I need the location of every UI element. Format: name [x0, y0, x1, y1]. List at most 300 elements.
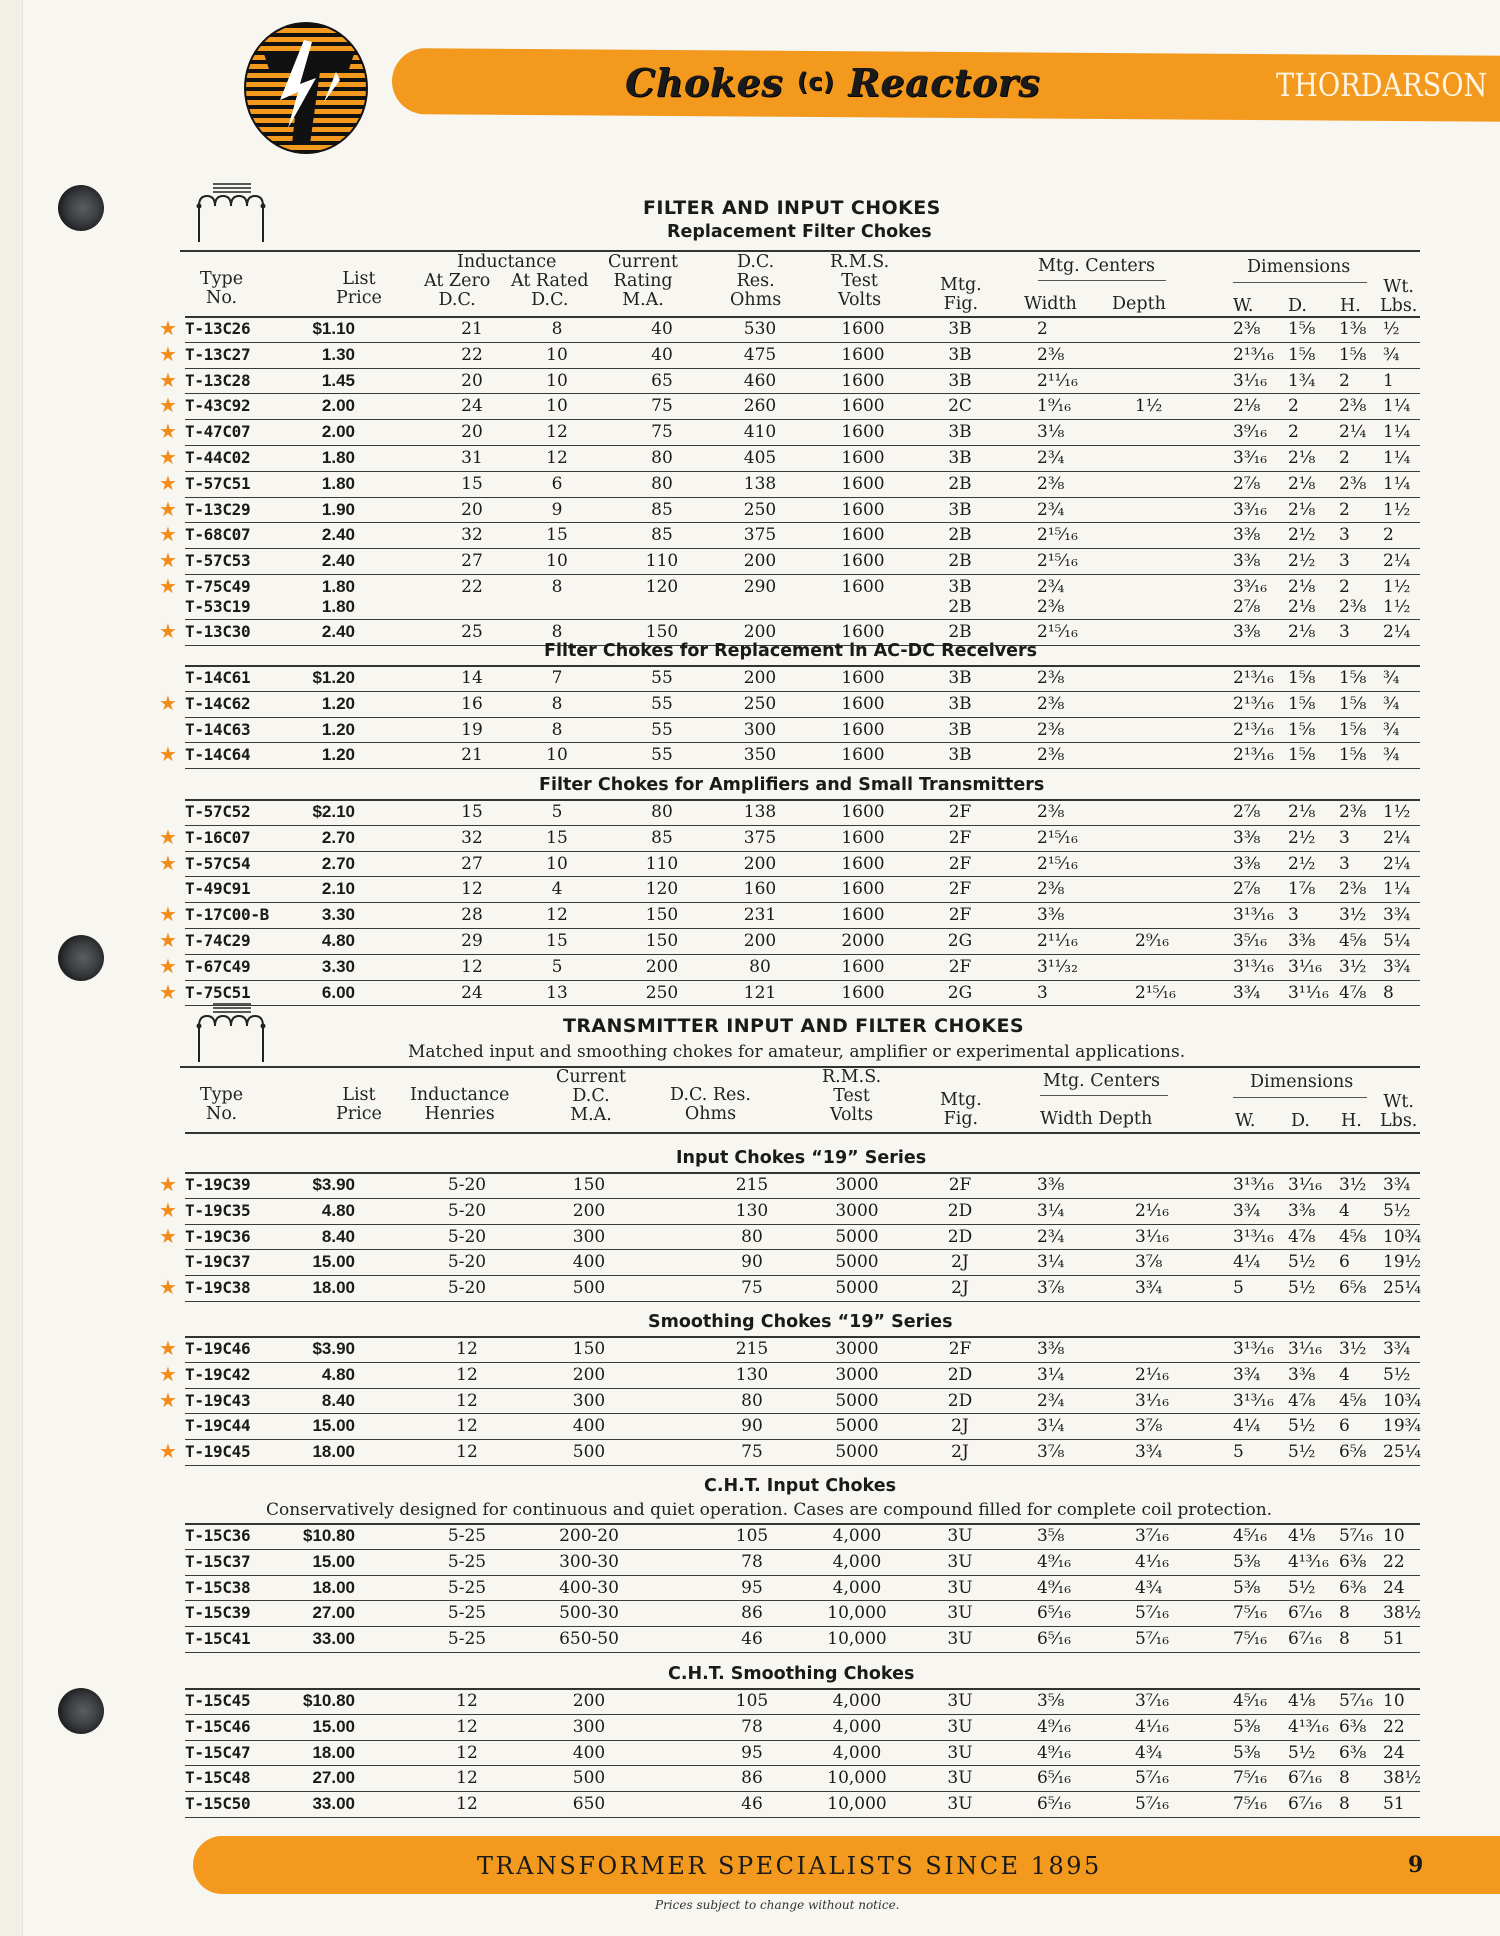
dc-res: 95	[741, 1577, 763, 1598]
dim-w-cell	[1233, 1391, 1274, 1411]
type-no: T-43C92	[185, 396, 251, 416]
mtg-fig-cell	[940, 828, 980, 848]
test-volts: 1600	[841, 982, 885, 1003]
weight: 38½	[1383, 1603, 1422, 1624]
list-price: 15.00	[312, 1716, 355, 1736]
mtg-width-cell	[1037, 828, 1078, 848]
star-icon: ★	[159, 927, 177, 952]
inductance-cell	[437, 1743, 497, 1763]
mtg-fig: 2B	[948, 596, 972, 617]
dim-w: 2¹³⁄₁₆	[1233, 344, 1274, 365]
type-no-cell	[185, 525, 250, 545]
inductance-zero: 28	[461, 905, 483, 926]
test-volts-cell	[822, 1416, 892, 1436]
mtg-width-cell	[1037, 1629, 1071, 1649]
inductance-rated: 10	[546, 344, 568, 365]
weight: 25¼	[1383, 1442, 1422, 1463]
table-row	[159, 470, 1420, 498]
list-price-cell	[275, 854, 355, 874]
weight-cell	[1383, 1768, 1421, 1788]
dim-w: 3³⁄₁₆	[1233, 447, 1268, 468]
inductance: 12	[456, 1339, 478, 1359]
dim-h: 1⅝	[1339, 719, 1367, 740]
weight: ¾	[1383, 693, 1400, 714]
dc-res: 75	[741, 1278, 763, 1299]
mtg-fig: 2F	[948, 879, 972, 900]
test-volts: 1600	[841, 802, 885, 822]
current-cell	[549, 1578, 629, 1598]
dim-d: 4⅛	[1288, 1526, 1316, 1546]
dc-res: 410	[743, 422, 777, 443]
mtg-depth-cell	[1135, 1201, 1169, 1221]
type-no-cell	[185, 1603, 250, 1623]
dim-h: 4⅞	[1339, 982, 1367, 1003]
weight-cell	[1383, 371, 1394, 391]
current: 40	[651, 344, 673, 365]
table-row	[159, 496, 1420, 524]
list-price-cell	[275, 1691, 355, 1711]
test-volts-cell	[822, 1691, 892, 1711]
list-price-cell	[275, 905, 355, 925]
test-volts: 4,000	[832, 1716, 882, 1737]
list-price-cell	[275, 1717, 355, 1737]
current-cell	[549, 1442, 629, 1462]
table-cht-input-chokes	[185, 1524, 1420, 1653]
col-wt: Wt. Lbs.	[1380, 1092, 1418, 1131]
inductance-zero-cell	[452, 720, 492, 740]
current-cell	[637, 525, 687, 545]
inductance: 12	[456, 1442, 478, 1463]
inductance-cell	[437, 1603, 497, 1623]
test-volts-cell	[822, 1252, 892, 1272]
col-mtg-centers: Mtg. Centers	[1038, 256, 1156, 276]
inductance-rated: 8	[551, 621, 563, 642]
table-row	[159, 1223, 1422, 1251]
dc-res-cell	[735, 957, 785, 977]
dc-res-cell	[722, 1629, 782, 1649]
page-title	[625, 60, 1040, 105]
type-no: T-15C36	[185, 1526, 251, 1545]
inductance-rated: 5	[551, 802, 563, 822]
inductance-zero-cell	[452, 668, 492, 688]
dim-d-cell	[1288, 1691, 1315, 1711]
inductance-rated-cell	[537, 345, 577, 365]
dim-w: 3⅜	[1233, 621, 1261, 642]
current-cell	[549, 1743, 629, 1763]
inductance-zero: 16	[461, 693, 483, 714]
dim-d: 2⅛	[1288, 473, 1316, 494]
weight-cell	[1383, 1278, 1421, 1298]
dim-d: 4⅞	[1288, 1390, 1316, 1411]
page-number: 9	[1408, 1852, 1424, 1878]
mtg-fig-cell	[940, 577, 980, 617]
dim-d: 4⅛	[1288, 1691, 1316, 1711]
inductance-zero: 27	[461, 551, 483, 572]
dim-d: 3¹⁄₁₆	[1288, 1339, 1323, 1359]
mtg-width-cell	[1037, 1717, 1071, 1737]
current-cell	[637, 577, 687, 597]
dim-h: 6⅝	[1339, 1442, 1367, 1463]
type-no-cell	[185, 1552, 250, 1572]
weight-cell	[1383, 1416, 1421, 1436]
dim-h: 2⅜	[1339, 879, 1367, 900]
mtg-depth-cell	[1135, 1768, 1169, 1788]
list-price: 1.80	[321, 473, 355, 493]
test-volts: 1600	[841, 879, 885, 900]
dim-d: 3¹⁄₁₆	[1288, 956, 1323, 977]
test-volts-cell	[833, 525, 893, 545]
current-cell	[637, 345, 687, 365]
test-volts: 10,000	[827, 1794, 887, 1815]
dc-res: 300	[743, 719, 777, 740]
mtg-width: 2¹¹⁄₁₆	[1037, 930, 1078, 951]
test-volts: 5000	[835, 1226, 879, 1247]
inductance-rated: 4	[551, 879, 563, 900]
table-row	[159, 444, 1420, 472]
dc-res-cell	[735, 694, 785, 714]
inductance-rated-cell	[537, 745, 577, 765]
list-price-cell	[275, 396, 355, 416]
dim-h: 2⅜	[1339, 802, 1367, 822]
dim-w-cell	[1233, 1743, 1260, 1763]
dim-w: 3⁹⁄₁₆	[1233, 422, 1268, 443]
list-price: 1.20	[321, 719, 355, 739]
weight-cell	[1383, 1603, 1421, 1623]
mtg-width: 3⅝	[1037, 1691, 1065, 1711]
dim-w: 2¹³⁄₁₆	[1233, 668, 1274, 688]
dim-d: 2½	[1288, 827, 1316, 848]
mtg-fig: 2F	[948, 802, 972, 822]
dim-h: 3	[1339, 551, 1350, 572]
mtg-depth: 5⁷⁄₁₆	[1135, 1768, 1170, 1789]
list-price-cell	[275, 931, 355, 951]
current: 500	[572, 1278, 606, 1299]
table-row	[159, 341, 1420, 369]
inductance-rated: 8	[551, 319, 563, 339]
list-price-cell	[275, 1526, 355, 1546]
test-volts: 1600	[841, 693, 885, 714]
dim-w-cell	[1233, 668, 1274, 688]
dim-d: 4⅞	[1288, 1226, 1316, 1247]
dc-res: 95	[741, 1742, 763, 1763]
type-no-cell	[185, 1578, 250, 1598]
mtg-width: 2⅜	[1037, 745, 1065, 766]
dim-w-cell	[1233, 1365, 1260, 1385]
mtg-depth-cell	[1135, 1578, 1162, 1598]
test-volts-cell	[833, 720, 893, 740]
mtg-width: 2¾	[1037, 1390, 1065, 1411]
dc-res-cell	[722, 1578, 782, 1598]
current-cell	[637, 802, 687, 822]
mtg-fig: 3B	[948, 370, 972, 391]
type-no: T-19C35	[185, 1200, 251, 1220]
mtg-width: 3⅝	[1037, 1526, 1065, 1546]
dc-res: 105	[735, 1526, 769, 1546]
table-row	[185, 1550, 1420, 1576]
dim-h: 1⅝	[1339, 745, 1367, 766]
inductance-zero: 12	[461, 956, 483, 977]
dc-res: 375	[743, 525, 777, 546]
dim-d-cell	[1288, 1201, 1315, 1221]
dim-w: 5⅜	[1233, 1716, 1261, 1737]
type-no: T-47C07	[185, 422, 251, 442]
current: 500	[572, 1442, 606, 1463]
weight-cell	[1383, 668, 1399, 688]
mtg-depth: 2⁹⁄₁₆	[1135, 930, 1170, 951]
mtg-width: 3⅞	[1037, 1278, 1065, 1299]
table-row	[159, 850, 1420, 878]
dim-w: 3¹³⁄₁₆	[1233, 1390, 1274, 1411]
current: 400	[572, 1742, 606, 1763]
type-no-cell	[185, 1252, 250, 1272]
inductance-cell	[437, 1691, 497, 1711]
type-no: T-14C64	[185, 745, 251, 765]
mtg-depth-cell	[1135, 1391, 1169, 1411]
inductance: 5-20	[447, 1226, 487, 1247]
inductance-cell	[437, 1442, 497, 1462]
weight-cell	[1383, 345, 1399, 365]
weight-cell	[1383, 1252, 1421, 1272]
dim-d: 5½	[1288, 1442, 1316, 1463]
table-row	[159, 927, 1420, 955]
test-volts-cell	[833, 500, 893, 520]
dim-w: 7⁵⁄₁₆	[1233, 1768, 1268, 1789]
mtg-width: 3⅜	[1037, 1339, 1065, 1359]
star-icon: ★	[159, 1197, 177, 1222]
weight-cell	[1383, 422, 1410, 442]
list-price: 15.00	[312, 1551, 355, 1571]
dim-d: 3⅜	[1288, 1200, 1316, 1221]
weight: 1½	[1383, 576, 1411, 597]
mtg-fig: 3B	[948, 344, 972, 365]
mtg-fig-cell	[940, 720, 980, 740]
dim-h-cell	[1339, 1603, 1350, 1623]
dim-w-cell	[1233, 1526, 1267, 1546]
title-reactors: Reactors	[848, 60, 1041, 105]
dc-res: 86	[741, 1603, 763, 1624]
punch-hole	[58, 935, 104, 981]
table-cht-smoothing-chokes	[185, 1689, 1420, 1818]
list-price: 1.80	[321, 576, 355, 596]
type-no-cell	[185, 551, 250, 571]
inductance-rated-cell	[537, 448, 577, 468]
dim-d-cell	[1288, 1578, 1315, 1598]
dim-d: 6⁷⁄₁₆	[1288, 1768, 1323, 1789]
inductance-zero: 15	[461, 802, 483, 822]
inductance-zero-cell	[452, 905, 492, 925]
mtg-fig-cell	[940, 622, 980, 642]
dim-d: 2	[1288, 422, 1299, 443]
mtg-width-cell	[1037, 622, 1078, 642]
weight-cell	[1383, 931, 1410, 951]
mtg-width: 2	[1037, 319, 1048, 339]
dim-h: 3	[1339, 827, 1350, 848]
dc-res: 105	[735, 1691, 769, 1711]
col-type: Type No.	[200, 269, 244, 308]
mtg-width-cell	[1037, 1578, 1071, 1598]
mtg-depth-cell	[1135, 1629, 1169, 1649]
weight: 22	[1383, 1551, 1405, 1572]
col-d: D.	[1288, 296, 1307, 316]
current: 250	[645, 982, 679, 1003]
divider	[185, 1132, 1420, 1134]
weight-cell	[1383, 500, 1410, 520]
dim-h-cell	[1339, 1743, 1366, 1763]
inductance-zero: 22	[461, 576, 483, 597]
list-price-cell	[275, 668, 355, 688]
table-row	[185, 1627, 1420, 1653]
dim-d-cell	[1288, 694, 1315, 714]
dc-res: 350	[743, 745, 777, 766]
inductance-zero: 25	[461, 621, 483, 642]
inductance-rated: 15	[546, 827, 568, 848]
list-price-cell	[275, 551, 355, 571]
dc-res-cell	[722, 1768, 782, 1788]
inductance-zero-cell	[452, 319, 492, 339]
inductance-cell	[437, 1717, 497, 1737]
dim-h: 8	[1339, 1603, 1350, 1624]
mtg-width-cell	[1037, 745, 1064, 765]
dim-h-cell	[1339, 957, 1366, 977]
dim-d-cell	[1288, 1227, 1315, 1247]
dim-w-cell	[1233, 1717, 1260, 1737]
type-no: T-19C45	[185, 1442, 251, 1462]
mtg-fig: 2J	[951, 1278, 969, 1299]
mtg-width-cell	[1037, 720, 1064, 740]
list-price: 18.00	[312, 1442, 355, 1462]
inductance: 12	[456, 1794, 478, 1815]
current-cell	[549, 1552, 629, 1572]
dc-res: 80	[741, 1226, 763, 1247]
inductance-rated-cell	[537, 622, 577, 642]
dc-res: 46	[741, 1629, 763, 1650]
dim-w-cell	[1233, 802, 1260, 822]
mtg-fig: 3U	[947, 1691, 973, 1711]
dim-d-cell	[1288, 1717, 1329, 1737]
dc-res-cell	[722, 1552, 782, 1572]
table-row	[185, 718, 1420, 744]
dim-d: 6⁷⁄₁₆	[1288, 1603, 1323, 1624]
dim-h-cell	[1339, 668, 1366, 688]
mtg-fig: 3B	[948, 319, 972, 339]
inductance-zero-cell	[452, 879, 492, 899]
mtg-width: 6⁵⁄₁₆	[1037, 1603, 1072, 1624]
inductance-zero: 12	[461, 879, 483, 900]
dim-h-cell	[1339, 396, 1366, 416]
mtg-fig-cell	[940, 668, 980, 688]
table-row	[159, 690, 1420, 718]
mtg-width: 3⅞	[1037, 1442, 1065, 1463]
inductance-rated: 7	[551, 668, 563, 688]
mtg-width-cell	[1037, 1794, 1071, 1814]
weight-cell	[1383, 525, 1394, 545]
type-no: T-15C38	[185, 1577, 251, 1597]
mtg-depth: 4¾	[1135, 1742, 1163, 1763]
type-no: T-44C02	[185, 447, 251, 467]
weight-cell	[1383, 720, 1399, 740]
dc-res-cell	[735, 745, 785, 765]
col-current: Current Rating M.A.	[608, 252, 679, 310]
dim-w: 4¼	[1233, 1416, 1261, 1437]
list-price: 18.00	[312, 1742, 355, 1762]
mtg-width: 2¾	[1037, 576, 1065, 597]
dim-h: 3½	[1339, 1175, 1367, 1195]
weight: 24	[1383, 1742, 1405, 1763]
mtg-width-cell	[1037, 1227, 1064, 1247]
list-price: 27.00	[312, 1603, 355, 1623]
dim-w-cell	[1233, 1552, 1260, 1572]
dc-res: 475	[743, 344, 777, 365]
mtg-width: 2¾	[1037, 499, 1065, 520]
dc-res-cell	[735, 931, 785, 951]
dim-w: 3⁵⁄₁₆	[1233, 930, 1268, 951]
mtg-depth-cell	[1135, 1603, 1169, 1623]
dim-w: 3¾	[1233, 1200, 1261, 1221]
dim-d: 2½	[1288, 853, 1316, 874]
dim-h: 5⁷⁄₁₆	[1339, 1691, 1374, 1711]
weight-cell	[1383, 694, 1399, 714]
type-no-cell	[185, 1227, 250, 1247]
list-price: 2.10	[321, 879, 355, 899]
list-price-cell	[275, 1442, 355, 1462]
list-price-cell	[275, 957, 355, 977]
table-row	[159, 367, 1420, 395]
list-price: 2.70	[321, 853, 355, 873]
type-no-cell	[185, 1442, 250, 1462]
dim-d-cell	[1288, 474, 1315, 494]
list-price: 8.40	[321, 1226, 355, 1246]
dim-h-cell	[1339, 1227, 1366, 1247]
inductance-rated-cell	[537, 422, 577, 442]
dim-d: 4¹³⁄₁₆	[1288, 1551, 1329, 1572]
test-volts: 5000	[835, 1416, 879, 1437]
dc-res: 130	[735, 1364, 769, 1385]
inductance-rated: 5	[551, 956, 563, 977]
dim-d-cell	[1288, 525, 1315, 545]
table-row	[185, 1792, 1420, 1818]
type-no-cell	[185, 854, 250, 874]
list-price-cell	[275, 694, 355, 714]
test-volts-cell	[822, 1442, 892, 1462]
table-input-chokes-19	[159, 1172, 1422, 1302]
dim-h-cell	[1339, 345, 1366, 365]
type-no-cell	[185, 1391, 250, 1411]
inductance-rated: 8	[551, 693, 563, 714]
dim-h-cell	[1339, 577, 1366, 617]
type-no: T-15C39	[185, 1603, 251, 1623]
list-price-cell	[275, 1552, 355, 1572]
table-row	[159, 824, 1420, 852]
test-volts: 1600	[841, 344, 885, 365]
mtg-depth-cell	[1135, 1278, 1162, 1298]
dim-d-cell	[1288, 1442, 1315, 1462]
mtg-fig: 2D	[947, 1390, 973, 1411]
inductance-rated-cell	[537, 802, 577, 822]
dim-w-cell	[1233, 828, 1260, 848]
mtg-fig-cell	[940, 1227, 980, 1247]
mtg-fig-cell	[940, 1252, 980, 1272]
dim-h: 3	[1339, 853, 1350, 874]
current: 75	[651, 396, 673, 417]
mtg-width-cell	[1037, 1339, 1064, 1359]
dim-h-cell	[1339, 319, 1366, 339]
mtg-width: 2⅜	[1037, 596, 1065, 617]
mtg-width-cell	[1037, 1526, 1064, 1546]
dim-h: 1⅝	[1339, 344, 1367, 365]
inductance-cell	[437, 1391, 497, 1411]
mtg-fig-cell	[940, 1768, 980, 1788]
type-no-cell	[185, 1201, 250, 1221]
